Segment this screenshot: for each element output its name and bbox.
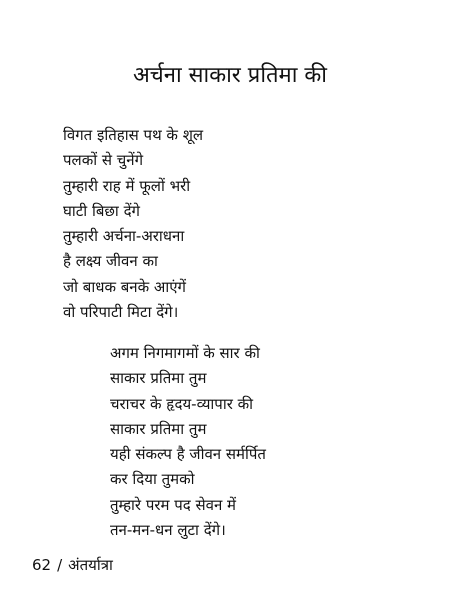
poem-line: पलकों से चुनेंगे [63, 151, 144, 170]
poem-line: जो बाधक बनके आएंगें [63, 277, 186, 296]
book-title: अंतर्यात्रा [68, 556, 113, 574]
footer-separator: / [57, 556, 63, 574]
poem-line: तुम्हारी राह में फूलों भरी [63, 176, 191, 195]
poem-line: वो परिपाटी मिटा देंगे। [63, 303, 179, 322]
poem-stanza-2 [110, 341, 266, 543]
poem-stanza-1 [63, 123, 203, 325]
poem-line: अगम निगमागमों के सार की [110, 344, 260, 362]
page-number: 62 [32, 556, 52, 574]
poem-line: घाटी बिछा देंगे [63, 201, 140, 220]
poem-line: साकार प्रतिमा तुम [110, 369, 207, 388]
poem-line: कर दिया तुमको [110, 470, 195, 489]
poem-line: साकार प्रतिमा तुम [110, 419, 207, 438]
poem-line: है लक्ष्य जीवन का [63, 252, 158, 271]
poem-line: तुम्हारे परम पद सेवन में [110, 495, 237, 514]
poem-line: तुम्हारी अर्चना-अराधना [63, 227, 185, 246]
poem-line: तन-मन-धन लुटा देंगे। [110, 521, 226, 540]
poem-line: चराचर के हृदय-व्यापार की [110, 394, 254, 413]
poem-title: अर्चना साकार प्रतिमा की [132, 63, 328, 88]
page-footer [32, 555, 113, 575]
poem-line: विगत इतिहास पथ के शूल [63, 126, 204, 144]
poem-line: यही संकल्प है जीवन सर्मर्पित [110, 445, 266, 464]
